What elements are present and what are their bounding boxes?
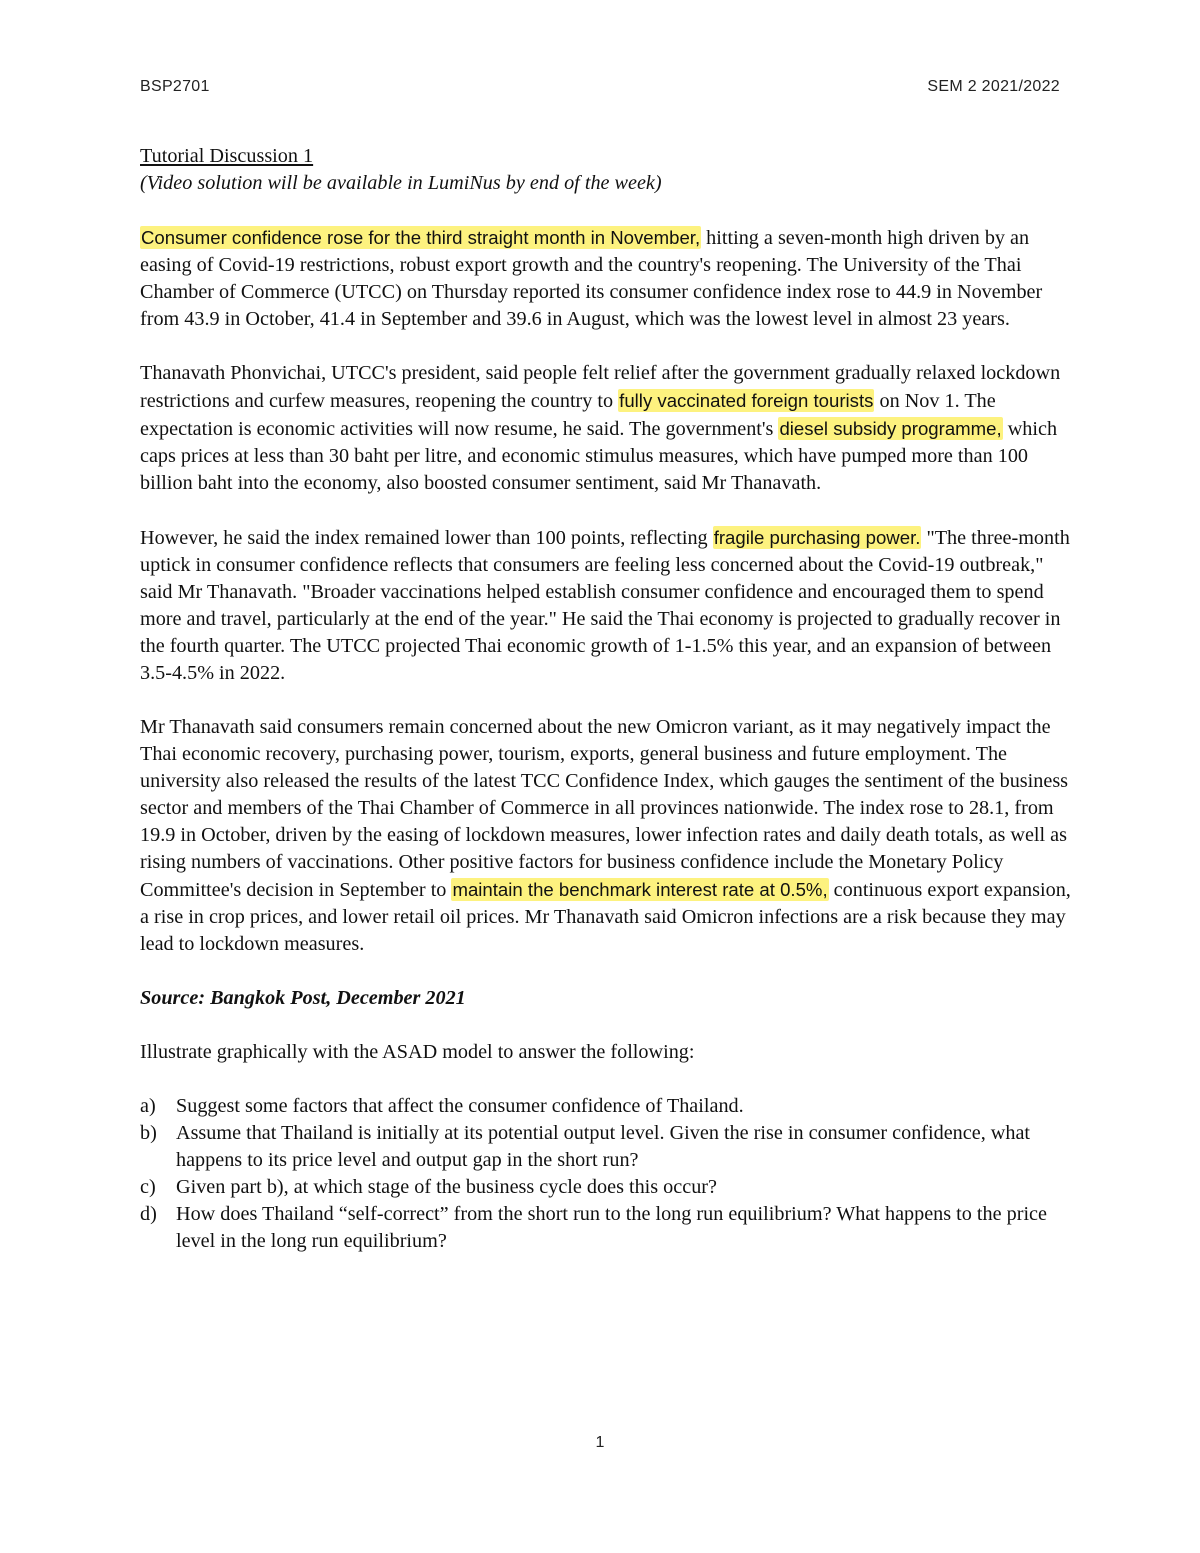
article-paragraph-2 <box>140 360 1075 497</box>
semester-label: SEM 2 2021/2022 <box>927 78 1060 95</box>
paragraph-text: However, he said the index remained lower than 100 points, reflecting <box>140 527 713 549</box>
question-item <box>140 1174 1075 1201</box>
document-title: Tutorial Discussion 1 <box>140 145 314 167</box>
article-paragraph-4 <box>140 714 1075 958</box>
highlighted-text: fragile purchasing power. <box>713 527 921 548</box>
question-list <box>140 1093 1075 1255</box>
highlighted-text: fully vaccinated foreign tourists <box>619 390 874 411</box>
document-body <box>140 143 1075 1255</box>
question-marker: b) <box>140 1122 157 1144</box>
highlighted-text: diesel subsidy programme, <box>779 418 1002 439</box>
article-paragraph-1 <box>140 224 1075 333</box>
document-subtitle: (Video solution will be available in LumiNus by end of the week) <box>140 172 662 194</box>
question-marker: c) <box>140 1176 156 1198</box>
question-text: Assume that Thailand is initially at its potential output level. Given the rise in consumer confidence, what happens to its price level and output gap in the short run? <box>176 1122 1031 1171</box>
instruction-text: Illustrate graphically with the ASAD model to answer the following: <box>140 1041 695 1063</box>
question-text: Suggest some factors that affect the consumer confidence of Thailand. <box>176 1095 744 1117</box>
source-citation: Source: Bangkok Post, December 2021 <box>140 987 466 1009</box>
paragraph-text: hitting a seven-month high driven by an easing of Covid-19 restrictions, robust export growth and the country's reopening. The University of the Thai Chamber of Commerce (UTCC) on Thursday reported its consumer confidence index rose to 44.9 in November from 43.9 in October, 41.4 in September and 39.6 in August, which was the lowest level in almost 23 years. <box>140 227 1043 330</box>
course-code: BSP2701 <box>140 78 210 95</box>
question-marker: d) <box>140 1203 157 1225</box>
article-paragraph-3 <box>140 524 1075 687</box>
page-header <box>140 78 1060 98</box>
paragraph-text: continuous export expansion, a rise in crop prices, and lower retail oil prices. Mr Thanavath said Omicron infections are a risk because they may lead to lockdown measures. <box>140 879 1071 955</box>
question-marker: a) <box>140 1095 156 1117</box>
question-item <box>140 1120 1075 1174</box>
question-text: Given part b), at which stage of the business cycle does this occur? <box>176 1176 717 1198</box>
paragraph-text: which caps prices at less than 30 baht per litre, and economic stimulus measures, which have pumped more than 100 billion baht into the economy, also boosted consumer sentiment, said Mr Thanavath. <box>140 418 1058 494</box>
paragraph-text: Thanavath Phonvichai, UTCC's president, said people felt relief after the government gradually relaxed lockdown restrictions and curfew measures, reopening the country to <box>140 362 1061 412</box>
question-item <box>140 1201 1075 1255</box>
highlighted-text: Consumer confidence rose for the third straight month in November, <box>141 227 701 248</box>
paragraph-text: Mr Thanavath said consumers remain concerned about the new Omicron variant, as it may negatively impact the Thai economic recovery, purchasing power, tourism, exports, general business and future employment. The university also released the results of the latest TCC Confidence Index, which gauges the sentiment of the business sector and members of the Thai Chamber of Commerce in all provinces nationwide. The index rose to 28.1, from 19.9 in October, driven by the easing of lockdown measures, lower infection rates and daily death totals, as well as rising numbers of vaccinations. Other positive factors for business confidence include the Monetary Policy Committee's decision in September to <box>140 716 1069 901</box>
question-text: How does Thailand “self-correct” from the short run to the long run equilibrium? What happens to the price level in the long run equilibrium? <box>176 1203 1047 1252</box>
question-item <box>140 1093 1075 1120</box>
paragraph-text: "The three-month uptick in consumer confidence reflects that consumers are feeling less concerned about the Covid-19 outbreak," said Mr Thanavath. "Broader vaccinations helped establish consumer confidence and encouraged them to spend more and travel, particularly at the end of the year." He said the Thai economy is projected to gradually recover in the fourth quarter. The UTCC projected Thai economic growth of 1-1.5% this year, and an expansion of between 3.5-4.5% in 2022. <box>140 527 1070 684</box>
highlighted-text: maintain the benchmark interest rate at 0.5%, <box>452 879 828 900</box>
paragraph-text: on Nov 1. The expectation is economic activities will now resume, he said. The government's <box>140 390 996 440</box>
page-number: 1 <box>595 1434 605 1451</box>
